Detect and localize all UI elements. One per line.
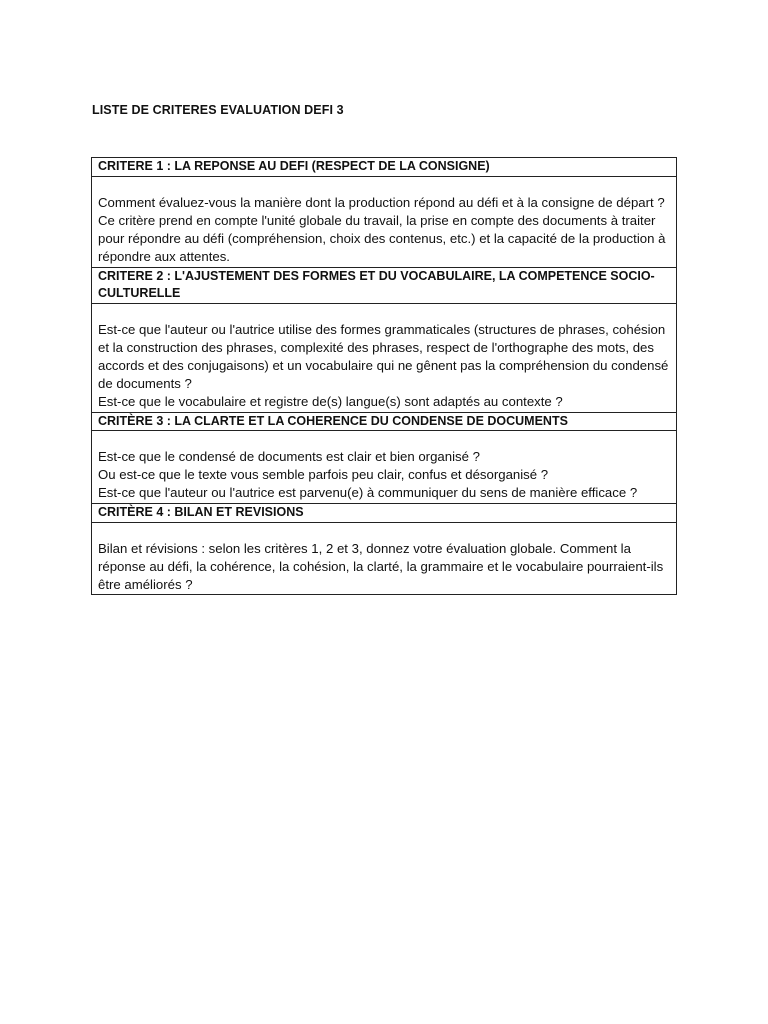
criterion-paragraph: Comment évaluez-vous la manière dont la production répond au défi et à la consigne de départ ? [98, 194, 665, 210]
criterion-header: CRITERE 2 : L'AJUSTEMENT DES FORMES ET DU VOCABULAIRE, LA COMPETENCE SOCIO-CULTURELLE [92, 268, 676, 304]
criterion-paragraph: Est-ce que le vocabulaire et registre de(s) langue(s) sont adaptés au contexte ? [98, 393, 563, 409]
criterion-header: CRITERE 1 : LA REPONSE AU DEFI (RESPECT DE LA CONSIGNE) [92, 158, 676, 177]
criteria-table [91, 157, 677, 595]
criterion-paragraph: Ce critère prend en compte l'unité globale du travail, la prise en compte des documents à traiter pour répondre au défi (compréhension, choix des contenus, etc.) et la capacité de la production à répondre aux attentes. [98, 212, 666, 264]
criterion-4 [92, 504, 676, 594]
criterion-paragraph: Bilan et révisions : selon les critères 1, 2 et 3, donnez votre évaluation globale. Comment la réponse au défi, la cohérence, la cohésion, la clarté, la grammaire et le vocabulaire pourraient-ils être améliorés ? [98, 540, 664, 592]
criterion-header: CRITÈRE 4 : BILAN ET REVISIONS [92, 504, 676, 523]
criterion-paragraph: Est-ce que le condensé de documents est clair et bien organisé ? [98, 449, 480, 464]
criterion-paragraph: Est-ce que l'auteur ou l'autrice utilise des formes grammaticales (structures de phrases, cohésion et la construction des phrases, complexité des phrases, respect de l'orthographe des mots, des accords et des conjugaisons) et un vocabulaire qui ne gênent pas la compréhension du condensé de documents ? [98, 321, 669, 391]
criterion-3 [92, 413, 676, 505]
document-title: LISTE DE CRITERES EVALUATION DEFI 3 [92, 103, 344, 117]
criterion-header: CRITÈRE 3 : LA CLARTE ET LA COHERENCE DU CONDENSE DE DOCUMENTS [92, 413, 676, 432]
criterion-paragraph: Ou est-ce que le texte vous semble parfois peu clair, confus et désorganisé ? [98, 467, 549, 482]
criterion-body [92, 177, 676, 268]
criterion-2 [92, 268, 676, 413]
criterion-body [92, 523, 676, 594]
criterion-1 [92, 158, 676, 268]
criterion-body [92, 431, 676, 504]
criterion-body [92, 304, 676, 413]
criterion-paragraph: Est-ce que l'auteur ou l'autrice est parvenu(e) à communiquer du sens de manière efficace ? [98, 485, 638, 500]
